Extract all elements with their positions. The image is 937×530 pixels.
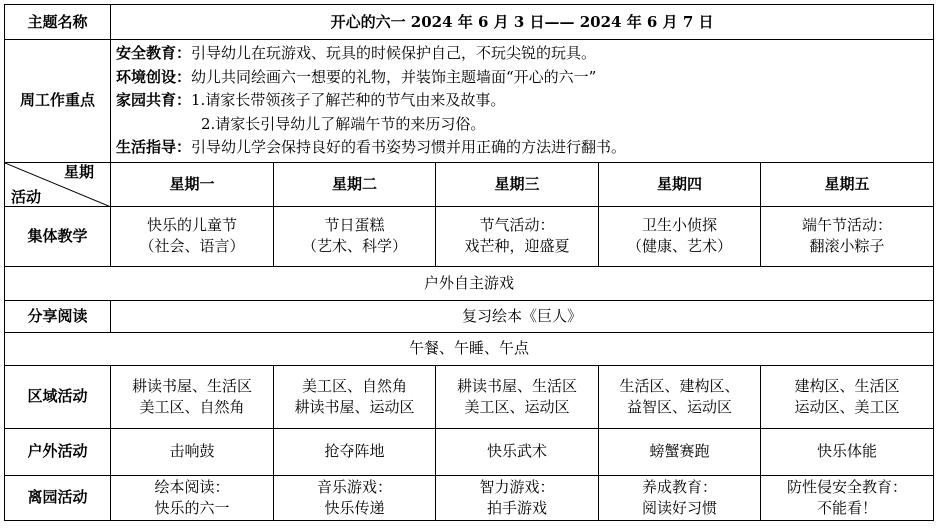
leaving-thursday: 养成教育： 阅读好习惯: [599, 475, 761, 520]
day-monday: 星期一: [111, 162, 274, 206]
theme-label: 主题名称: [5, 5, 111, 40]
outdoor-monday: 击响鼓: [111, 428, 274, 475]
area-wednesday: 耕读书屋、生活区 美工区、运动区: [436, 365, 599, 428]
corner-label-day: 星期: [63, 162, 94, 181]
leaving-activities-row: [5, 475, 934, 520]
shared-reading-value: 复习绘本《巨人》: [111, 300, 934, 332]
focus-line-home-school-1: 家园共育：1.请家长带领孩子了解芒种的节气由来及故事。: [116, 91, 506, 109]
outdoor-tuesday: 抢夺阵地: [274, 428, 436, 475]
theme-value: 开心的六一 2024 年 6 月 3 日—— 2024 年 6 月 7 日: [111, 5, 934, 40]
leaving-wednesday: 智力游戏： 拍手游戏: [436, 475, 599, 520]
outdoor-thursday: 螃蟹赛跑: [599, 428, 761, 475]
weekly-focus-content: [111, 40, 934, 163]
outdoor-wednesday: 快乐武术: [436, 428, 599, 475]
group-teaching-wednesday: 节气活动： 戏芒种，迎盛夏: [436, 206, 599, 266]
meals-row: [5, 332, 934, 365]
leaving-monday: 绘本阅读： 快乐的六一: [111, 475, 274, 520]
weekly-plan-table: [4, 4, 934, 521]
group-teaching-tuesday: 节日蛋糕 （艺术、科学）: [274, 206, 436, 266]
day-tuesday: 星期二: [274, 162, 436, 206]
group-teaching-monday: 快乐的儿童节 （社会、语言）: [111, 206, 274, 266]
group-teaching-label: 集体教学: [5, 206, 111, 266]
weekly-focus-label: 周工作重点: [5, 40, 111, 163]
corner-cell: [5, 162, 111, 206]
day-thursday: 星期四: [599, 162, 761, 206]
leaving-friday: 防性侵安全教育： 不能看！: [761, 475, 934, 520]
area-friday: 建构区、生活区 运动区、美工区: [761, 365, 934, 428]
outdoor-free-play-row: [5, 266, 934, 300]
focus-line-environment: 环境创设：幼儿共同绘画六一想要的礼物，并装饰主题墙面“开心的六一”: [116, 67, 597, 86]
outdoor-activities-label: 户外活动: [5, 428, 111, 475]
corner-label-activity: 活动: [11, 187, 42, 206]
focus-line-home-school-2: 2.请家长引导幼儿了解端午节的来历习俗。: [201, 114, 486, 133]
area-activities-row: [5, 365, 934, 428]
group-teaching-row: [5, 206, 934, 266]
leaving-activities-label: 离园活动: [5, 475, 111, 520]
day-wednesday: 星期三: [436, 162, 599, 206]
focus-line-safety: 安全教育：引导幼儿在玩游戏、玩具的时候保护自己，不玩尖锐的玩具。: [116, 44, 597, 62]
weekly-focus-row: [5, 40, 934, 163]
shared-reading-label: 分享阅读: [5, 300, 111, 332]
group-teaching-thursday: 卫生小侦探 （健康、艺术）: [599, 206, 761, 266]
meals-nap-snack: 午餐、午睡、午点: [5, 332, 934, 365]
theme-row: [5, 5, 934, 40]
area-tuesday: 美工区、自然角 耕读书屋、运动区: [274, 365, 436, 428]
focus-line-life-guidance: 生活指导：引导幼儿学会保持良好的看书姿势习惯并用正确的方法进行翻书。: [116, 138, 627, 156]
area-thursday: 生活区、建构区、 益智区、运动区: [599, 365, 761, 428]
day-friday: 星期五: [761, 162, 934, 206]
outdoor-activities-row: [5, 428, 934, 475]
outdoor-friday: 快乐体能: [761, 428, 934, 475]
shared-reading-row: [5, 300, 934, 332]
outdoor-free-play: 户外自主游戏: [5, 266, 934, 300]
days-header-row: [5, 162, 934, 206]
group-teaching-friday: 端午节活动： 翻滚小粽子: [761, 206, 934, 266]
leaving-tuesday: 音乐游戏： 快乐传递: [274, 475, 436, 520]
area-monday: 耕读书屋、生活区 美工区、自然角: [111, 365, 274, 428]
area-activities-label: 区域活动: [5, 365, 111, 428]
